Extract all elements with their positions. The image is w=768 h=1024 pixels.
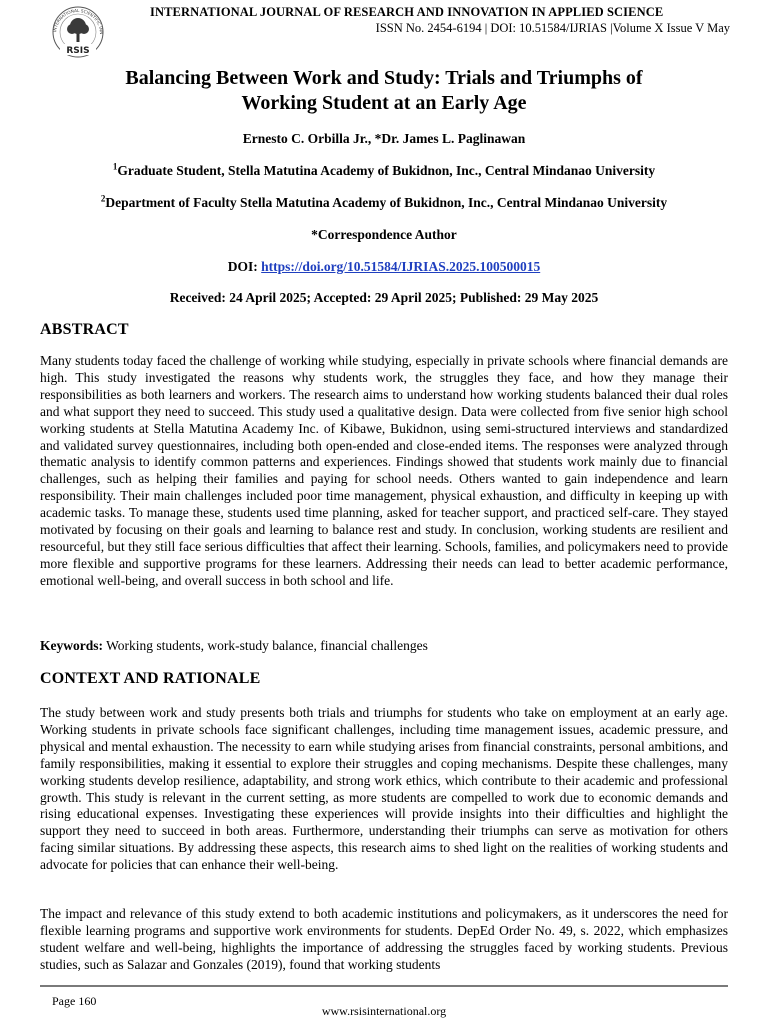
affiliation-1-text: Graduate Student, Stella Matutina Academy of Bukidnon, Inc., Central Mindanao University xyxy=(117,163,656,178)
doi-line xyxy=(40,259,728,275)
journal-title: INTERNATIONAL JOURNAL OF RESEARCH AND INNOVATION IN APPLIED SCIENCE xyxy=(150,5,664,19)
abstract-heading: ABSTRACT xyxy=(40,321,129,338)
keywords-line xyxy=(40,638,428,654)
context-heading: CONTEXT AND RATIONALE xyxy=(40,670,261,687)
affiliation-1 xyxy=(40,163,728,179)
svg-text:INTERNATIONAL SCIENTIFIC INNOV: INTERNATIONAL SCIENTIFIC INN xyxy=(52,7,105,35)
page-number: Page 160 xyxy=(52,994,97,1008)
paper-title xyxy=(40,66,728,116)
journal-logo xyxy=(42,4,114,64)
publication-dates: Received: 24 April 2025; Accepted: 29 April 2025; Published: 29 May 2025 xyxy=(169,290,599,305)
context-paragraph-2: The impact and relevance of this study extend to both academic institutions and policymakers, as it underscores the need for flexible learning programs and supportive work environments for students. DepEd Order No. 49, s. 2022, which emphasizes student welfare and well-being, highlights the importance of addressing the struggles faced by working students. Previous studies, such as Salazar and Gonzales (2019), found that working students xyxy=(40,906,728,972)
correspondence-note: *Correspondence Author xyxy=(311,227,457,242)
affiliation-2 xyxy=(40,195,728,211)
keywords-label: Keywords: xyxy=(40,638,103,653)
rsis-tree-seal-icon xyxy=(42,4,114,64)
logo-text: RSIS xyxy=(66,46,90,56)
affiliation-2-text: Department of Faculty Stella Matutina Academy of Bukidnon, Inc., Central Mindanao University xyxy=(105,195,668,210)
issn-doi-volume-line: ISSN No. 2454-6194 | DOI: 10.51584/IJRIAS |Volume X Issue V May xyxy=(375,21,730,35)
abstract-text: Many students today faced the challenge of working while studying, especially in private schools where financial demands are high. This study investigated the reasons why students work, the struggles they face, and how they manage their responsibilities as both learners and workers. The research aims to understand how working students balanced their dual roles and what support they need to succeed. This study used a qualitative design. Data were collected from five senior high school working students at Stella Matutina Academy Inc. of Kibawe, Bukidnon, using semi-structured interviews and standardized and validated survey questionnaires, including both open-ended and close-ended items. The responses were analyzed through thematic analysis to identify common patterns and experiences. Findings showed that students work mainly due to financial challenges, such as helping their families and paying for school needs. Others wanted to gain independence and learn responsibility. Their main challenges included poor time management, physical exhaustion, and difficulty in keeping up with academic tasks. To manage these, students used time planning, asked for teacher support, and practiced self-care. They stayed motivated by focusing on their goals and learning to balance rest and study. In conclusion, working students are resilient and resourceful, but they still face serious difficulties that affect their learning. Schools, families, and policymakers need to provide more flexible and supportive programs for these learners. Addressing their needs can lead to better academic performance, emotional well-being, and overall success in both school and life. xyxy=(40,353,728,588)
affiliation-2-number: 2 xyxy=(100,193,106,204)
footer-divider xyxy=(40,985,728,987)
context-paragraph-1: The study between work and study presents both trials and triumphs for students who take on employment at an early age. Working students in private schools face significant challenges, including time management issues, academic pressure, and physical and mental exhaustion. The necessity to earn while studying arises from financial constraints, personal ambitions, and family responsibilities, making it essential to explore their struggles and coping mechanisms. Despite these challenges, many working students develop resilience, adaptability, and strong work ethics, which contribute to their academic and professional growth. This study is relevant in the current setting, as more students are compelled to work due to economic demands and rising educational expenses. Investigating these experiences will provide insights into their difficulties and highlight the support they need to succeed in both areas. Furthermore, understanding their triumphs can serve as motivation for others facing similar situations. By addressing these aspects, this research aims to shed light on the realities of working students and advocate for policies that can enhance their well-being. xyxy=(40,705,728,873)
doi-link[interactable]: https://doi.org/10.51584/IJRIAS.2025.100500015 xyxy=(261,259,541,274)
paper-title-line-2: Working Student at an Early Age xyxy=(241,92,527,114)
keywords-text: Working students, work-study balance, financial challenges xyxy=(106,638,428,653)
publisher-website: www.rsisinternational.org xyxy=(321,1004,447,1018)
paper-title-line-1: Balancing Between Work and Study: Trials and Triumphs of xyxy=(125,67,643,89)
affiliation-1-number: 1 xyxy=(112,161,118,172)
authors: Ernesto C. Orbilla Jr., *Dr. James L. Paglinawan xyxy=(242,131,526,146)
doi-label: DOI: xyxy=(227,259,258,274)
